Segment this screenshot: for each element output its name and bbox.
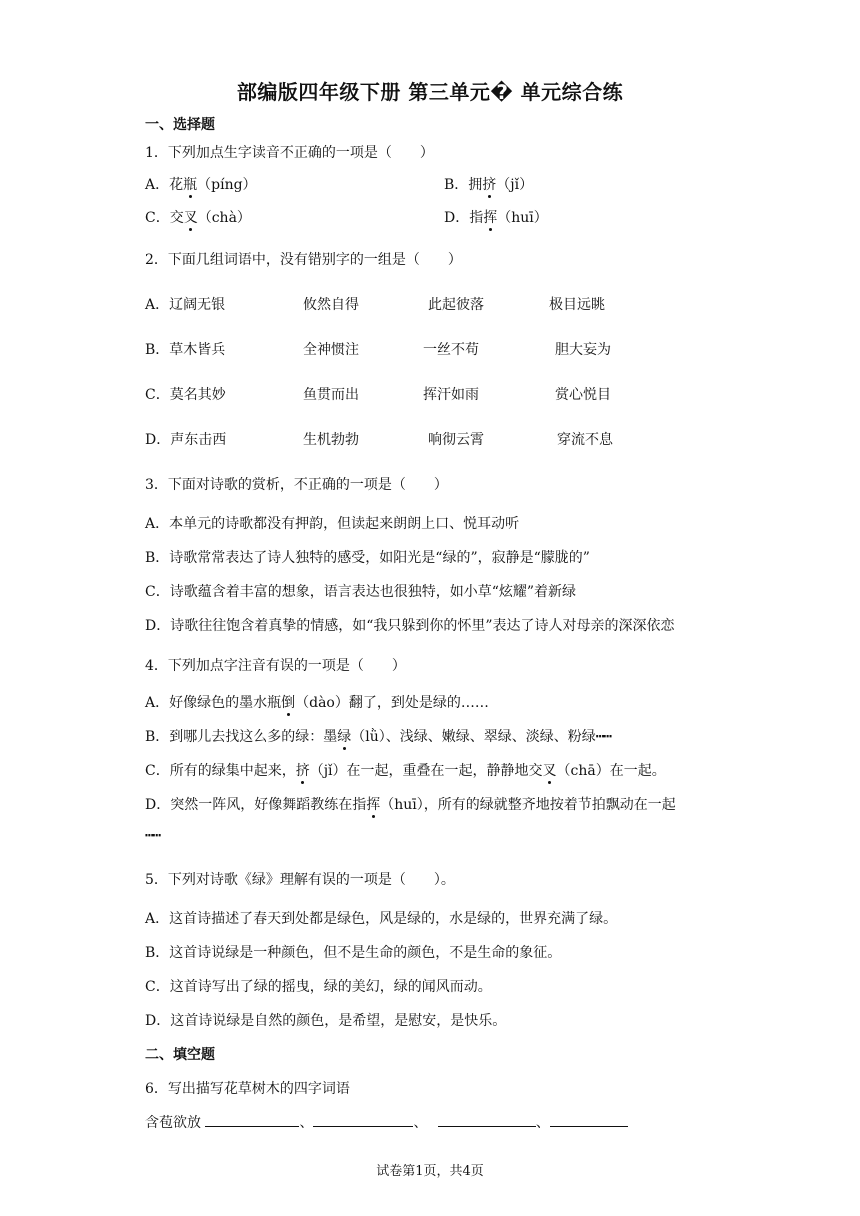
page-footer: 试卷第1页，共4页 <box>376 1164 484 1179</box>
question-5-option-b: B．这首诗说绿是一种颜色，但不是生命的颜色，不是生命的象征。 <box>145 945 562 961</box>
dotted-char: 挤 <box>482 174 496 194</box>
question-1-stem: 1．下列加点生字读音不正确的一项是（ ） <box>145 145 434 161</box>
question-1-option-a: A．花瓶（píng） <box>145 174 257 194</box>
question-5-option-a: A．这首诗描述了春天到处都是绿色，风是绿的，水是绿的，世界充满了绿。 <box>145 911 618 927</box>
option-word: 响彻云霄 <box>428 432 484 448</box>
dotted-char: 挥 <box>483 207 497 227</box>
option-word: 穿流不息 <box>557 432 613 448</box>
question-3-option-a: A．本单元的诗歌都没有押韵，但读起来朗朗上口、悦耳动听 <box>145 516 520 532</box>
question-3-stem: 3．下面对诗歌的赏析，不正确的一项是（ ） <box>145 477 448 493</box>
dotted-char: 绿 <box>337 726 351 746</box>
option-word: 生机勃勃 <box>303 432 359 448</box>
page-title: 部编版四年级下册 第三单元� 单元综合练 <box>236 80 624 104</box>
option-word: 攸然自得 <box>303 297 359 313</box>
question-5-option-d: D．这首诗说绿是自然的颜色，是希望，是慰安，是快乐。 <box>145 1013 507 1029</box>
option-word: 一丝不苟 <box>423 342 479 358</box>
question-3-option-b: B．诗歌常常表达了诗人独特的感受，如阳光是“绿的”，寂静是“朦胧的” <box>145 550 590 566</box>
option-word: 全神惯注 <box>303 342 359 358</box>
dotted-char: 叉 <box>184 207 198 227</box>
question-4-option-c: C．所有的绿集中起来，挤（jǐ）在一起，重叠在一起，静静地交叉（chā）在一起。 <box>145 760 666 780</box>
question-2-option-a: A．辽阔无银 <box>145 297 226 313</box>
question-3-option-d: D．诗歌往往饱含着真挚的情感，如“我只躲到你的怀里”表达了诗人对母亲的深深依恋 <box>145 618 675 634</box>
dotted-char: 瓶 <box>183 174 197 194</box>
question-3-option-c: C．诗歌蕴含着丰富的想象，语言表达也很独特，如小草“炫耀”着新绿 <box>145 584 577 600</box>
dotted-char: 叉 <box>543 760 557 780</box>
ellipsis-dashes: ┅┅ <box>145 828 160 844</box>
question-2-option-b: B．草木皆兵 <box>145 342 226 358</box>
question-6-answer-line: 含苞欲放 、 、 、 <box>145 1112 628 1132</box>
dotted-char: 倒 <box>281 692 295 712</box>
answer-blank[interactable] <box>205 1112 299 1127</box>
option-word: 极目远眺 <box>549 297 605 313</box>
question-1-option-c: C．交叉（chà） <box>145 207 251 227</box>
question-4-option-a: A．好像绿色的墨水瓶倒（dào）翻了，到处是绿的…… <box>145 692 489 712</box>
option-word: 此起彼落 <box>428 297 484 313</box>
question-1-option-d: D．指挥（huī） <box>444 207 548 227</box>
question-2-option-c: C．莫名其妙 <box>145 387 226 403</box>
question-4-stem: 4．下列加点字注音有误的一项是（ ） <box>145 658 406 674</box>
answer-blank[interactable] <box>438 1112 536 1127</box>
option-word: 鱼贯而出 <box>303 387 359 403</box>
question-6-stem: 6．写出描写花草树木的四字词语 <box>145 1081 350 1097</box>
section-heading-fill: 二、填空题 <box>145 1047 215 1063</box>
option-word: 挥汗如雨 <box>423 387 479 403</box>
option-word: 胆大妄为 <box>555 342 611 358</box>
answer-blank[interactable] <box>550 1112 628 1127</box>
question-1-option-b: B．拥挤（jǐ） <box>444 174 533 194</box>
section-heading-choice: 一、选择题 <box>145 117 215 133</box>
question-5-stem: 5．下列对诗歌《绿》理解有误的一项是（ ）。 <box>145 872 455 888</box>
question-5-option-c: C．这首诗写出了绿的摇曳，绿的美幻，绿的闻风而动。 <box>145 979 492 995</box>
question-2-option-d: D．声东击西 <box>145 432 227 448</box>
answer-blank[interactable] <box>313 1112 413 1127</box>
question-4-option-d: D．突然一阵风，好像舞蹈教练在指挥（huī），所有的绿就整齐地按着节拍飘动在一起 <box>145 794 676 814</box>
option-word: 赏心悦目 <box>555 387 611 403</box>
dotted-char: 挤 <box>296 760 310 780</box>
question-4-option-b: B．到哪儿去找这么多的绿：墨绿（lǜ）、浅绿、嫩绿、翠绿、淡绿、粉绿┅┅ <box>145 726 611 746</box>
dotted-char: 挥 <box>366 794 380 814</box>
ellipsis-dashes: ┅┅ <box>595 729 611 745</box>
question-2-stem: 2．下面几组词语中，没有错别字的一组是（ ） <box>145 252 462 268</box>
